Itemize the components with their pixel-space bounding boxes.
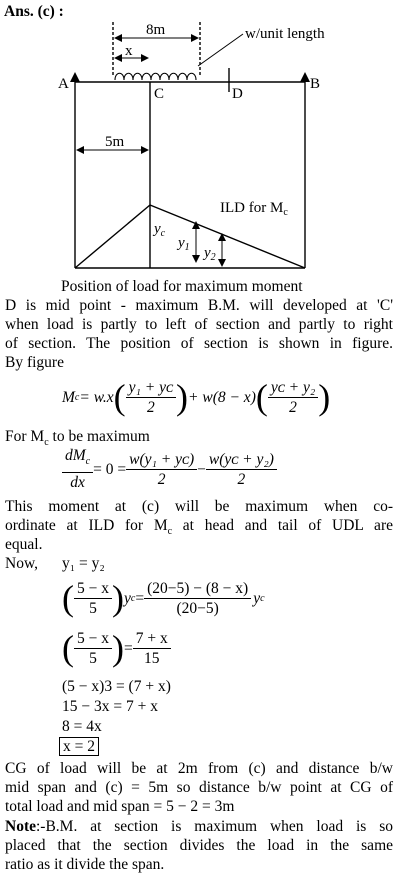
point-c-label: C [154,86,165,102]
for-max-text: For $M_c$ to be maximum [5,428,150,449]
equation-derivative: $\frac{dM_c}{dx}$ = 0 = $\frac{\text{w(y₁ + yᴄ)}}{2}$ − $\frac{\text{w(yᴄ + y₂)}}{2}$ [62,446,277,492]
udl-coils [115,73,196,80]
ild-figure [0,0,406,275]
step-1: (5 − x)3 = (7 + x) [62,678,171,695]
support-a-arrow [70,72,80,82]
step-3: 8 = 4x [62,718,102,735]
span-label: 8m [146,22,166,38]
y2-label: $y_2$ [204,245,216,263]
para1-line2: when load is partly to left of section and partly to right [5,316,393,333]
dist-label: 5m [105,134,125,150]
now-label: Now, [5,555,39,572]
load-leader [198,34,243,66]
para1-line1: D is mid point - maximum B.M. will developed at 'C' [5,297,393,314]
note-line1: Note:-B.M. at section is maximum when load is so [5,818,393,835]
point-d-label: D [232,86,243,102]
step-2: 15 − 3x = 7 + x [62,698,158,715]
yc-label: $y_c$ [154,221,166,239]
x-label: x [125,43,133,59]
para2-line3: equal. [5,536,43,553]
answer-label: Ans. (c) : [4,3,64,20]
note-line2: placed that the section divides the load in the same [5,837,393,854]
para3-line2: mid span and (c) = 5m so distance b/w point at CG of [5,779,393,796]
figure-caption: Position of load for maximum moment [61,278,303,295]
para1-line4: By figure [5,354,64,371]
ild-label: ILD for $M_c$ [220,200,288,218]
para3-line3: total load and mid span = 5 − 2 = 3m [5,798,235,815]
equation-simplified: ( $\frac{5 - x}{5}$ ) = $\frac{7 + x}{15}$ [62,625,171,671]
y1-label: $y_1$ [178,235,190,253]
note-line3: ratio as it divide the span. [5,856,165,873]
equation-mc: M c = w.x ( $\frac{\text{y₁ + yᴄ}}{2}$ ) + w(8 − x) ( $\frac{\text{yᴄ + y₂}}{2}$ ) [62,377,331,417]
now-equation: y₁ = y₂ [62,555,105,572]
support-b-arrow [300,72,310,82]
para2-line1: This moment at (c) will be maximum when co- [5,498,393,515]
load-label: w/unit length [245,26,325,42]
ild-left-edge [75,205,150,268]
para3-line1: CG of load will be at 2m from (c) and distance b/w [5,760,393,777]
para2-line2: ordinate at ILD for $M_c$ at head and tail of UDL are [5,517,393,538]
para1-line3: of section. The position of section is shown in figure. [5,335,393,352]
point-a-label: A [58,76,69,92]
equation-ratio: ( $\frac{5 - x}{5}$ ) y c = $\frac{(20-5) - (8 - x)}{(20-5)}$ y c [62,578,265,618]
step-4-boxed: x = 2 [59,737,99,756]
point-b-label: B [310,76,321,92]
